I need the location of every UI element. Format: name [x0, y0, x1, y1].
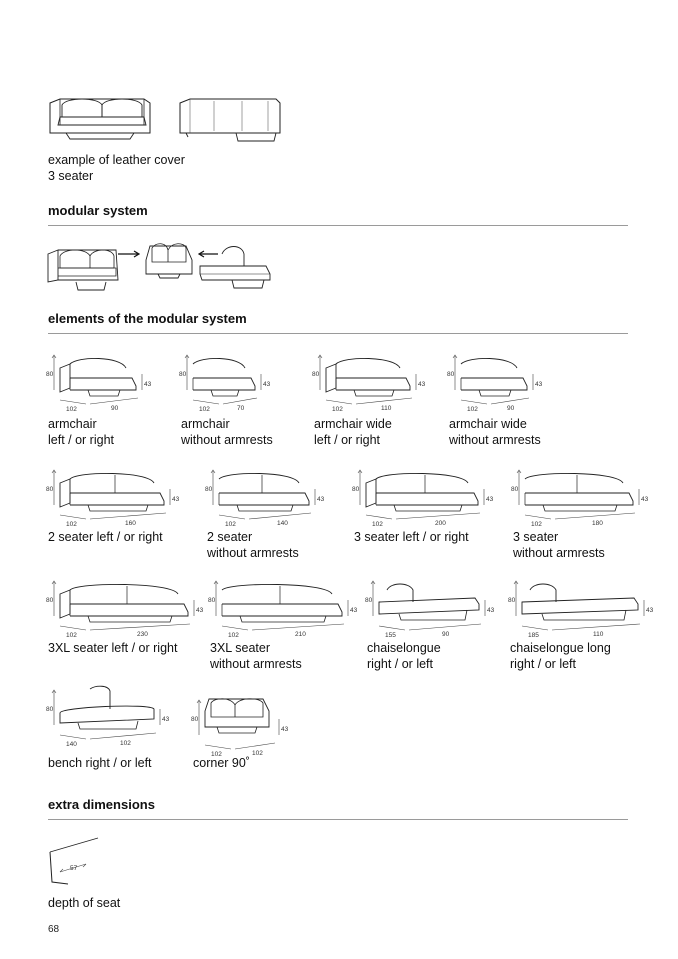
dim-height: 80: [365, 597, 373, 604]
dim-depth: 185: [528, 632, 539, 639]
element-caption-line2: without armrests: [181, 433, 273, 447]
element-caption-line1: armchair wide: [449, 417, 527, 431]
element-item: [191, 695, 295, 764]
dim-seat: 43: [162, 716, 170, 723]
element-item: [46, 685, 176, 754]
dim-depth: 102: [66, 406, 77, 413]
element-caption-line2: without armrests: [513, 546, 605, 560]
element-caption-line2: right / or left: [510, 657, 576, 671]
element-drawing: [352, 465, 500, 529]
element-caption-line2: without armrests: [210, 657, 302, 671]
element-item: [205, 465, 331, 534]
dim-width: 180: [592, 520, 603, 527]
dim-depth: 102: [372, 521, 383, 528]
element-caption: [513, 529, 605, 561]
element-caption: [354, 529, 469, 545]
dim-width: 110: [593, 631, 604, 638]
dim-width: 90: [507, 405, 515, 412]
page-number: 68: [48, 924, 60, 935]
element-item: [46, 350, 158, 419]
dim-height: 80: [46, 486, 54, 493]
dim-height: 80: [191, 716, 199, 723]
dim-height: 80: [179, 371, 187, 378]
intro-line2: 3 seater: [48, 169, 94, 183]
seat-depth-drawing: [46, 832, 106, 888]
modular-system-drawing: [46, 240, 272, 296]
dim-seat: 43: [196, 607, 204, 614]
element-caption-line1: 3XL seater left / or right: [48, 641, 178, 655]
dim-width: 140: [277, 520, 288, 527]
element-caption-line1: bench right / or left: [48, 756, 152, 770]
dim-depth: 140: [66, 741, 77, 748]
element-caption-line1: 2 seater: [207, 530, 253, 544]
dim-seat: 43: [646, 607, 654, 614]
dim-width: 102: [120, 740, 131, 747]
dim-seat: 43: [486, 496, 494, 503]
intro-caption: [48, 152, 185, 184]
element-caption-line1: 3XL seater: [210, 641, 270, 655]
element-item: [312, 350, 432, 419]
element-caption-line1: chaiselongue long: [510, 641, 611, 655]
dim-depth: 102: [332, 406, 343, 413]
element-drawing: [312, 350, 432, 414]
dim-seat: 43: [172, 496, 180, 503]
dim-width: 102: [252, 750, 263, 757]
dim-seat: 43: [418, 381, 426, 388]
element-caption: [207, 529, 299, 561]
element-drawing: [46, 685, 176, 749]
dim-seat: 43: [535, 381, 543, 388]
element-drawing: [205, 465, 331, 529]
dim-width: 210: [295, 631, 306, 638]
element-caption: [314, 416, 392, 448]
element-caption-line1: 2 seater left / or right: [48, 530, 163, 544]
element-caption-line1: armchair wide: [314, 417, 392, 431]
element-item: [179, 350, 277, 419]
dim-height: 80: [511, 486, 519, 493]
element-caption: [210, 640, 302, 672]
dim-height: 80: [205, 486, 213, 493]
element-item: [511, 465, 655, 534]
dim-width: 90: [111, 405, 119, 412]
element-drawing: [511, 465, 655, 529]
element-caption: [48, 529, 163, 545]
dim-seat: 43: [281, 726, 289, 733]
section-divider: [48, 819, 628, 820]
dim-depth: 102: [228, 632, 239, 639]
element-drawing: [46, 465, 186, 529]
dim-depth: 102: [531, 521, 542, 528]
dim-height: 80: [208, 597, 216, 604]
dim-width: 160: [125, 520, 136, 527]
element-drawing: [208, 576, 364, 640]
element-caption-line1: armchair: [181, 417, 230, 431]
dim-width: 230: [137, 631, 148, 638]
element-item: [365, 576, 501, 645]
section-divider: [48, 333, 628, 334]
element-caption-line1: 3 seater: [513, 530, 559, 544]
sofa-front-drawing: [46, 95, 154, 145]
element-caption-line2: left / or right: [48, 433, 114, 447]
dim-width: 70: [237, 405, 245, 412]
element-caption-line2: right / or left: [367, 657, 433, 671]
element-caption: [48, 755, 152, 771]
dim-width: 200: [435, 520, 446, 527]
seat-depth-value: 57: [70, 865, 78, 872]
element-item: [352, 465, 500, 534]
dim-height: 80: [312, 371, 320, 378]
element-drawing: [191, 695, 295, 759]
dim-seat: 43: [641, 496, 649, 503]
element-caption: [48, 416, 114, 448]
dim-height: 80: [508, 597, 516, 604]
element-caption-line2: without armrests: [449, 433, 541, 447]
dim-depth: 102: [66, 632, 77, 639]
element-drawing: [179, 350, 277, 414]
dim-height: 80: [46, 371, 54, 378]
element-item: [208, 576, 364, 645]
element-caption-line1: 3 seater left / or right: [354, 530, 469, 544]
section-divider: [48, 225, 628, 226]
element-caption: [449, 416, 541, 448]
element-caption: [193, 755, 250, 771]
dim-depth: 102: [467, 406, 478, 413]
section-heading-elements: elements of the modular system: [48, 311, 247, 326]
dim-width: 110: [381, 405, 392, 412]
element-drawing: [46, 350, 158, 414]
element-caption: [48, 640, 177, 656]
element-item: [447, 350, 549, 419]
element-drawing: [447, 350, 549, 414]
element-item: [508, 576, 660, 645]
sofa-back-drawing: [176, 97, 284, 147]
dim-depth: 102: [225, 521, 236, 528]
dim-seat: 43: [350, 607, 358, 614]
dim-seat: 43: [487, 607, 495, 614]
dim-height: 80: [46, 597, 54, 604]
dim-seat: 43: [317, 496, 325, 503]
element-caption-line2: left / or right: [314, 433, 380, 447]
dim-height: 80: [447, 371, 455, 378]
dim-seat: 43: [263, 381, 271, 388]
element-item: [46, 576, 210, 645]
element-caption-line1: armchair: [48, 417, 97, 431]
element-caption: [367, 640, 441, 672]
element-caption: [181, 416, 273, 448]
element-drawing: [365, 576, 501, 640]
dim-width: 90: [442, 631, 450, 638]
section-heading-modular: modular system: [48, 203, 148, 218]
dim-depth: 102: [211, 751, 222, 758]
section-heading-extra: extra dimensions: [48, 797, 155, 812]
element-caption-line1: chaiselongue: [367, 641, 441, 655]
seat-depth-caption: depth of seat: [48, 896, 121, 910]
element-item: [46, 465, 186, 534]
dim-height: 80: [352, 486, 360, 493]
dim-height: 80: [46, 706, 54, 713]
element-caption-line1: corner 90˚: [193, 756, 250, 770]
dim-depth: 102: [199, 406, 210, 413]
element-caption-line2: without armrests: [207, 546, 299, 560]
element-drawing: [46, 576, 210, 640]
dim-depth: 155: [385, 632, 396, 639]
element-caption: [510, 640, 611, 672]
intro-line1: example of leather cover: [48, 153, 185, 167]
element-drawing: [508, 576, 660, 640]
dim-seat: 43: [144, 381, 152, 388]
dim-depth: 102: [66, 521, 77, 528]
